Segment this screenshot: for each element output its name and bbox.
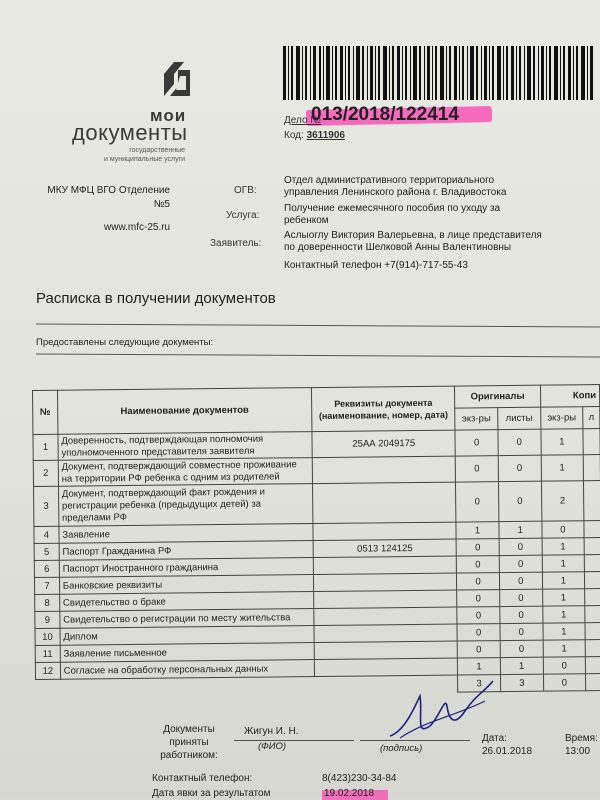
barcode-icon	[283, 46, 593, 100]
row-copies-count: 1	[542, 538, 585, 555]
signature-caption: (подпись)	[380, 743, 423, 754]
row-originals-count: 0	[457, 607, 500, 624]
row-requisites	[314, 590, 457, 608]
contact-phone-value: 8(423)230-34-84	[322, 773, 397, 784]
row-copies-sheets	[585, 657, 600, 674]
row-number: 8	[35, 594, 60, 611]
row-originals-sheets: 0	[499, 555, 542, 572]
header-originals-count: экз-ры	[455, 408, 498, 430]
row-number: 6	[34, 560, 59, 577]
row-requisites	[313, 482, 457, 523]
row-requisites: 25АА 2049175	[312, 430, 455, 457]
row-name: Доверенность, подтверждающая полномочия уполномоченного представителя заявителя	[58, 432, 313, 461]
row-requisites: 0513 124125	[313, 539, 456, 557]
header-copies-sheets: л	[583, 407, 600, 429]
row-originals-sheets: 0	[499, 572, 542, 589]
contact-phone-label: Контактный телефон:	[152, 773, 253, 784]
row-copies-sheets	[584, 521, 600, 538]
row-requisites	[314, 658, 457, 676]
header-copies-count: экз-ры	[540, 407, 583, 429]
row-originals-count: 1	[458, 658, 501, 675]
row-originals-sheets: 0	[498, 455, 541, 481]
row-name: Документ, подтверждающий факт рождения и регистрации ребенка (предыдущих детей) за пределами РФ	[58, 484, 313, 527]
header-name: Наименование документов	[57, 388, 312, 435]
row-originals-sheets: 0	[500, 640, 543, 657]
service-value: Получение ежемесячного пособия по уходу за ребенком	[284, 203, 501, 226]
row-requisites	[313, 556, 456, 574]
row-copies-sheets	[584, 481, 600, 521]
row-number: 10	[35, 628, 60, 645]
time-label: Время:	[565, 733, 598, 744]
row-number: 11	[35, 645, 60, 662]
row-number: 1	[33, 434, 58, 460]
logo-subtitle-line1: государственные	[129, 147, 186, 154]
row-copies-sheets	[584, 538, 600, 555]
date-value: 26.01.2018	[482, 746, 533, 757]
row-name: Свидетельство о регистрации по месту жительства	[60, 609, 314, 629]
row-requisites	[314, 641, 457, 659]
row-copies-sheets	[585, 572, 600, 589]
row-copies-sheets	[585, 589, 600, 606]
row-requisites	[314, 607, 457, 625]
contact-phone: Контактный телефон +7(914)-717-55-43	[284, 260, 468, 271]
row-copies-sheets	[585, 623, 600, 640]
row-originals-sheets: 0	[500, 606, 543, 623]
ogv-value: Отдел административного территориального управления Ленинского района г. Владивостока	[284, 175, 507, 198]
row-requisites	[314, 573, 457, 591]
row-name: Документ, подтверждающий совместное проживание на территории РФ ребенка с одним из родителей	[58, 458, 313, 487]
total-copies-count: 0	[543, 674, 586, 691]
row-number: 9	[35, 611, 60, 628]
code-value: 3611906	[306, 130, 345, 141]
page-title: Расписка в получении документов	[36, 290, 276, 307]
row-name: Заявление письменное	[60, 643, 314, 663]
result-date-value: 19.02.2018	[324, 788, 375, 799]
row-copies-count: 1	[542, 555, 585, 572]
row-copies-count: 1	[541, 429, 584, 455]
row-originals-sheets: 1	[499, 521, 542, 538]
table-row	[34, 481, 600, 527]
ogv-label: ОГВ:	[234, 185, 257, 196]
date-label: Дата:	[482, 733, 507, 744]
case-number: 013/2018/122414	[311, 104, 459, 125]
logo-subtitle-line2: и муниципальные услуги	[104, 156, 186, 163]
row-originals-sheets: 0	[498, 481, 541, 521]
handwritten-signature	[385, 676, 495, 746]
header-originals: Оригиналы	[455, 385, 541, 408]
row-copies-count: 0	[542, 521, 585, 538]
fio-caption: (ФИО)	[258, 741, 287, 752]
row-number: 7	[34, 577, 59, 594]
row-copies-count: 1	[542, 572, 585, 589]
header-requisites: Реквизиты документа (наименование, номер, дата)	[312, 386, 456, 431]
logo-subtitle	[104, 146, 185, 164]
row-originals-count: 0	[457, 641, 500, 658]
row-copies-count: 1	[542, 589, 585, 606]
office-name: МКУ МФЦ ВГО Отделение №5	[47, 185, 170, 210]
row-copies-sheets	[583, 455, 600, 481]
row-originals-count: 0	[456, 456, 499, 482]
applicant-label: Заявитель:	[210, 238, 262, 249]
row-number: 12	[35, 662, 60, 679]
logo-text-moi: мои	[150, 106, 187, 125]
row-requisites	[313, 522, 456, 540]
total-originals-sheets: 3	[500, 674, 543, 691]
row-originals-count: 0	[457, 590, 500, 607]
divider	[36, 354, 600, 358]
row-originals-count: 1	[456, 522, 499, 539]
row-number: 2	[33, 460, 58, 486]
row-copies-count: 1	[543, 623, 586, 640]
moi-dokumenty-logo-icon	[160, 60, 194, 100]
total-originals-count: 3	[458, 675, 501, 692]
row-originals-sheets: 0	[500, 623, 543, 640]
code-label: Код:	[284, 130, 304, 141]
row-originals-count: 0	[457, 573, 500, 590]
row-number: 4	[34, 526, 59, 543]
row-name: Заявление	[59, 524, 313, 544]
row-number: 3	[34, 486, 59, 526]
row-name: Согласие на обработку персональных данных	[60, 660, 314, 680]
time-value: 13:00	[565, 746, 591, 757]
provided-docs-caption: Предоставлены следующие документы:	[36, 337, 214, 348]
row-originals-sheets: 1	[500, 657, 543, 674]
row-copies-count: 1	[543, 640, 586, 657]
row-originals-count: 0	[456, 539, 499, 556]
code-line	[284, 130, 345, 141]
employee-name: Жигун И. Н.	[244, 726, 299, 737]
row-originals-count: 0	[457, 624, 500, 641]
row-number: 5	[34, 543, 59, 560]
row-originals-count: 0	[455, 430, 498, 456]
row-name: Паспорт Иностранного гражданина	[59, 558, 313, 578]
header-originals-sheets: листы	[498, 407, 541, 429]
logo-text-documents: документы	[72, 120, 188, 145]
accepted-by-label: Документы приняты работником:	[160, 724, 218, 761]
row-copies-count: 1	[542, 606, 585, 623]
applicant-value: Аслыоглу Виктория Валерьевна, в лице представителя по доверенности Шелковой Анны Валентиновны	[284, 230, 542, 253]
office-website: www.mfc-25.ru	[104, 222, 171, 233]
row-originals-sheets: 0	[498, 429, 541, 455]
row-requisites	[312, 456, 455, 483]
row-name: Свидетельство о браке	[59, 592, 313, 612]
row-copies-sheets	[583, 429, 600, 455]
service-label: Услуга:	[226, 210, 260, 221]
case-number-label: Дело №	[284, 115, 322, 126]
row-originals-sheets: 0	[499, 538, 542, 555]
row-copies-count: 2	[541, 481, 584, 521]
row-name: Диплом	[60, 626, 314, 646]
divider	[36, 324, 600, 328]
row-copies-sheets	[585, 606, 600, 623]
documents-table	[32, 384, 600, 697]
signature-line	[234, 740, 354, 741]
row-copies-sheets	[584, 555, 600, 572]
header-number: №	[33, 390, 58, 434]
row-name: Банковские реквизиты	[59, 575, 313, 595]
row-originals-count: 0	[456, 482, 499, 522]
row-originals-sheets: 0	[499, 589, 542, 606]
header-copies: Копи	[540, 385, 600, 408]
row-name: Паспорт Гражданина РФ	[59, 541, 313, 561]
result-date-label: Дата явки за результатом	[152, 788, 271, 799]
row-copies-count: 1	[541, 455, 584, 481]
row-copies-count: 0	[543, 657, 586, 674]
row-originals-count: 0	[457, 556, 500, 573]
row-requisites	[314, 624, 457, 642]
row-copies-sheets	[585, 640, 600, 657]
